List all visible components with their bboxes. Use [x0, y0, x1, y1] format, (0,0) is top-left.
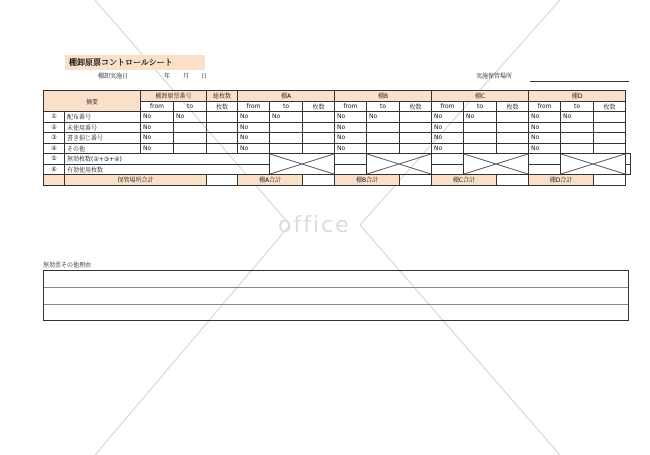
- count-cell[interactable]: [207, 143, 238, 154]
- ruled-line: [44, 304, 628, 305]
- no-cell[interactable]: No: [367, 112, 400, 123]
- blank-cell: [44, 175, 65, 186]
- input-cell[interactable]: [174, 133, 207, 144]
- sheet-title: 棚卸原票コントロールシート: [65, 55, 205, 70]
- table-row: [44, 122, 631, 133]
- input-cell[interactable]: [464, 143, 497, 154]
- no-cell[interactable]: No: [141, 112, 174, 123]
- count-cell[interactable]: [400, 112, 432, 123]
- table-row: [44, 164, 631, 175]
- row-label: 有効使用枚数: [65, 164, 270, 175]
- count-cell[interactable]: [626, 154, 631, 165]
- row-number: ④: [44, 143, 65, 154]
- no-cell[interactable]: No: [335, 133, 367, 144]
- count-cell[interactable]: [594, 122, 626, 133]
- count-cell[interactable]: [303, 143, 335, 154]
- count-cell[interactable]: [335, 164, 367, 175]
- count-cell[interactable]: [594, 143, 626, 154]
- input-cell[interactable]: [464, 133, 497, 144]
- shelf-a-total-value[interactable]: [303, 175, 335, 186]
- crossed-cell: [561, 154, 626, 175]
- shelf-a-total-label: 棚A合計: [238, 175, 303, 186]
- no-cell[interactable]: No: [432, 122, 464, 133]
- count-cell[interactable]: [400, 133, 432, 144]
- input-cell[interactable]: [561, 143, 594, 154]
- ruled-line: [44, 287, 628, 288]
- row-label: 無効枚数(②+③+④): [65, 154, 270, 165]
- count-cell[interactable]: [303, 122, 335, 133]
- no-cell[interactable]: No: [270, 112, 303, 123]
- row-label: 未使用番号: [65, 122, 141, 133]
- location-label: 実施保管場所: [476, 73, 513, 80]
- from-header: from: [432, 101, 464, 112]
- to-header: to: [174, 101, 207, 112]
- row-number: ③: [44, 133, 65, 144]
- no-cell[interactable]: No: [238, 112, 270, 123]
- shelf-d-header: 棚D: [529, 91, 626, 102]
- no-cell[interactable]: No: [238, 122, 270, 133]
- no-cell[interactable]: No: [561, 112, 594, 123]
- row-label: 配布番号: [65, 112, 141, 123]
- count-cell[interactable]: [497, 133, 529, 144]
- no-cell[interactable]: No: [141, 122, 174, 133]
- count-cell[interactable]: [207, 122, 238, 133]
- no-cell[interactable]: No: [529, 112, 561, 123]
- input-cell[interactable]: [367, 122, 400, 133]
- count-header: 枚数: [594, 101, 626, 112]
- input-cell[interactable]: [561, 133, 594, 144]
- input-cell[interactable]: [270, 122, 303, 133]
- from-header: from: [141, 101, 174, 112]
- count-cell[interactable]: [529, 164, 561, 175]
- from-header: from: [238, 101, 270, 112]
- count-header: 枚数: [303, 101, 335, 112]
- no-cell[interactable]: No: [432, 143, 464, 154]
- count-cell[interactable]: [497, 143, 529, 154]
- no-cell[interactable]: No: [529, 143, 561, 154]
- from-header: from: [529, 101, 561, 112]
- location-field[interactable]: [530, 81, 629, 82]
- crossed-cell: [367, 154, 432, 175]
- reason-box[interactable]: [43, 270, 629, 321]
- count-cell[interactable]: [335, 154, 367, 165]
- crossed-cell: [464, 154, 529, 175]
- input-cell[interactable]: [367, 143, 400, 154]
- count-cell[interactable]: [432, 164, 464, 175]
- watermark-text: office: [278, 213, 351, 238]
- no-cell[interactable]: No: [432, 112, 464, 123]
- to-header: to: [464, 101, 497, 112]
- to-header: to: [561, 101, 594, 112]
- count-header: 枚数: [497, 101, 529, 112]
- count-cell[interactable]: [497, 112, 529, 123]
- no-cell[interactable]: No: [174, 112, 207, 123]
- table-row: [44, 112, 631, 123]
- storage-total-label: 保管場所合計: [65, 175, 207, 186]
- crossed-cell: [270, 154, 335, 175]
- count-header: 枚数: [207, 101, 238, 112]
- row-label: その他: [65, 143, 141, 154]
- no-cell[interactable]: No: [432, 133, 464, 144]
- no-cell[interactable]: No: [464, 112, 497, 123]
- no-cell[interactable]: No: [529, 133, 561, 144]
- count-cell[interactable]: [594, 112, 626, 123]
- row-label: 書き損じ番号: [65, 133, 141, 144]
- ticket-number-header: 棚卸原票番号: [141, 91, 207, 102]
- no-cell[interactable]: No: [335, 112, 367, 123]
- no-cell[interactable]: No: [335, 122, 367, 133]
- input-cell[interactable]: [174, 122, 207, 133]
- input-cell[interactable]: [464, 122, 497, 133]
- count-header: 枚数: [400, 101, 432, 112]
- storage-total-value[interactable]: [207, 175, 238, 186]
- count-cell[interactable]: [497, 122, 529, 133]
- input-cell[interactable]: [367, 133, 400, 144]
- count-cell[interactable]: [594, 133, 626, 144]
- no-cell[interactable]: No: [141, 143, 174, 154]
- date-label: 棚卸実施日: [98, 73, 129, 80]
- count-cell[interactable]: [529, 154, 561, 165]
- input-cell[interactable]: [561, 122, 594, 133]
- shelf-b-total-label: 棚B合計: [335, 175, 400, 186]
- row-number: ⑤: [44, 154, 65, 165]
- input-cell[interactable]: [174, 143, 207, 154]
- totals-row: [44, 175, 631, 186]
- input-cell[interactable]: [270, 133, 303, 144]
- no-cell[interactable]: No: [335, 143, 367, 154]
- count-cell[interactable]: [400, 143, 432, 154]
- reason-label: 無効票その他理由: [43, 262, 92, 269]
- count-cell[interactable]: [626, 164, 631, 175]
- shelf-c-total-value[interactable]: [497, 175, 529, 186]
- count-cell[interactable]: [400, 122, 432, 133]
- shelf-c-total-label: 棚C合計: [432, 175, 497, 186]
- year-label: 年: [164, 73, 171, 80]
- to-header: to: [367, 101, 400, 112]
- day-label: 日: [201, 73, 208, 80]
- count-cell[interactable]: [303, 133, 335, 144]
- row-number: ①: [44, 112, 65, 123]
- no-cell[interactable]: No: [238, 143, 270, 154]
- no-cell[interactable]: No: [238, 133, 270, 144]
- shelf-d-total-value[interactable]: [594, 175, 626, 186]
- total-count-header: 総枚数: [207, 91, 238, 102]
- summary-header: 摘要: [44, 91, 141, 112]
- input-cell[interactable]: [270, 143, 303, 154]
- count-cell[interactable]: [303, 112, 335, 123]
- control-table: [43, 90, 631, 186]
- row-number: ⑥: [44, 164, 65, 175]
- from-header: from: [335, 101, 367, 112]
- count-cell[interactable]: [207, 112, 238, 123]
- table-row: [44, 133, 631, 144]
- table-row: [44, 143, 631, 154]
- row-number: ②: [44, 122, 65, 133]
- count-cell[interactable]: [432, 154, 464, 165]
- month-label: 月: [183, 73, 190, 80]
- no-cell[interactable]: No: [529, 122, 561, 133]
- count-cell[interactable]: [207, 133, 238, 144]
- table-row: [44, 154, 631, 165]
- to-header: to: [270, 101, 303, 112]
- shelf-a-header: 棚A: [238, 91, 335, 102]
- shelf-b-header: 棚B: [335, 91, 432, 102]
- shelf-c-header: 棚C: [432, 91, 529, 102]
- no-cell[interactable]: No: [141, 133, 174, 144]
- shelf-d-total-label: 棚D合計: [529, 175, 594, 186]
- shelf-b-total-value[interactable]: [400, 175, 432, 186]
